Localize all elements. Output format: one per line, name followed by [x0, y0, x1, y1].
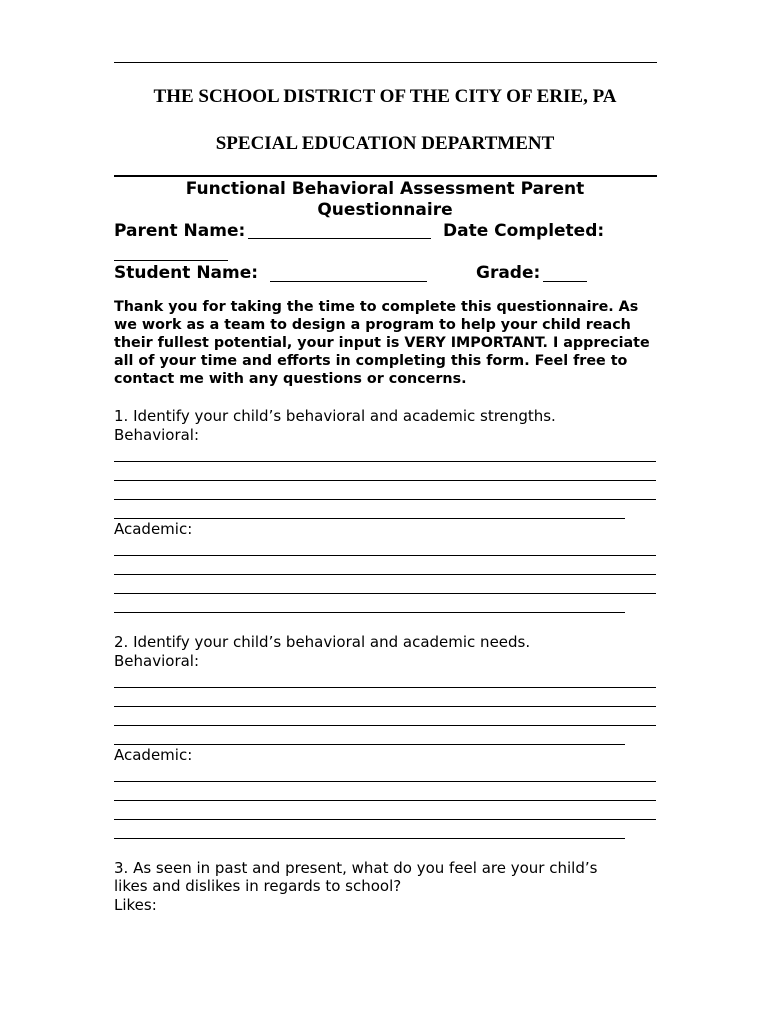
form-title-line2: Questionnaire — [317, 200, 453, 220]
answer-line[interactable] — [114, 555, 656, 556]
question-2-behavioral-label: Behavioral: — [114, 652, 200, 670]
answer-line[interactable] — [114, 593, 656, 594]
top-rule — [114, 62, 657, 63]
question-3-likes-label: Likes: — [114, 896, 157, 914]
student-name-field[interactable] — [270, 281, 427, 282]
parent-name-field[interactable] — [248, 238, 431, 239]
header-divider — [114, 175, 657, 177]
answer-line[interactable] — [114, 480, 656, 481]
answer-line[interactable] — [114, 838, 625, 839]
district-heading: THE SCHOOL DISTRICT OF THE CITY OF ERIE, PA — [153, 86, 617, 107]
question-1-academic-label: Academic: — [114, 520, 193, 538]
answer-line[interactable] — [114, 781, 656, 782]
question-3-text-line2: likes and dislikes in regards to school? — [114, 877, 402, 895]
answer-line[interactable] — [114, 800, 656, 801]
department-heading: SPECIAL EDUCATION DEPARTMENT — [215, 133, 555, 154]
answer-line[interactable] — [114, 687, 656, 688]
question-3-text-line1: 3. As seen in past and present, what do you feel are your child’s — [114, 859, 598, 877]
grade-field[interactable] — [543, 281, 587, 282]
answer-line[interactable] — [114, 706, 656, 707]
question-2-academic-label: Academic: — [114, 746, 193, 764]
question-2-text: 2. Identify your child’s behavioral and academic needs. — [114, 633, 531, 651]
answer-line[interactable] — [114, 461, 656, 462]
form-title-line1: Functional Behavioral Assessment Parent — [185, 179, 585, 199]
parent-name-label: Parent Name: — [114, 221, 246, 241]
answer-line[interactable] — [114, 819, 656, 820]
student-name-label: Student Name: — [114, 263, 259, 283]
date-completed-field[interactable] — [114, 260, 228, 261]
answer-line[interactable] — [114, 744, 625, 745]
grade-label: Grade: — [476, 263, 541, 283]
date-completed-label: Date Completed: — [443, 221, 605, 241]
intro-paragraph: Thank you for taking the time to complete this questionnaire. As we work as a team to design a program to help your child reach their fullest potential, your input is VERY IMPORTANT. I appreciate all of your time and efforts in completing this form. Feel free to contact me with any questions or concerns. — [114, 299, 650, 387]
answer-line[interactable] — [114, 518, 625, 519]
answer-line[interactable] — [114, 574, 656, 575]
answer-line[interactable] — [114, 499, 656, 500]
answer-line[interactable] — [114, 725, 656, 726]
answer-line[interactable] — [114, 612, 625, 613]
question-1-text: 1. Identify your child’s behavioral and academic strengths. — [114, 407, 556, 425]
question-1-behavioral-label: Behavioral: — [114, 426, 200, 444]
